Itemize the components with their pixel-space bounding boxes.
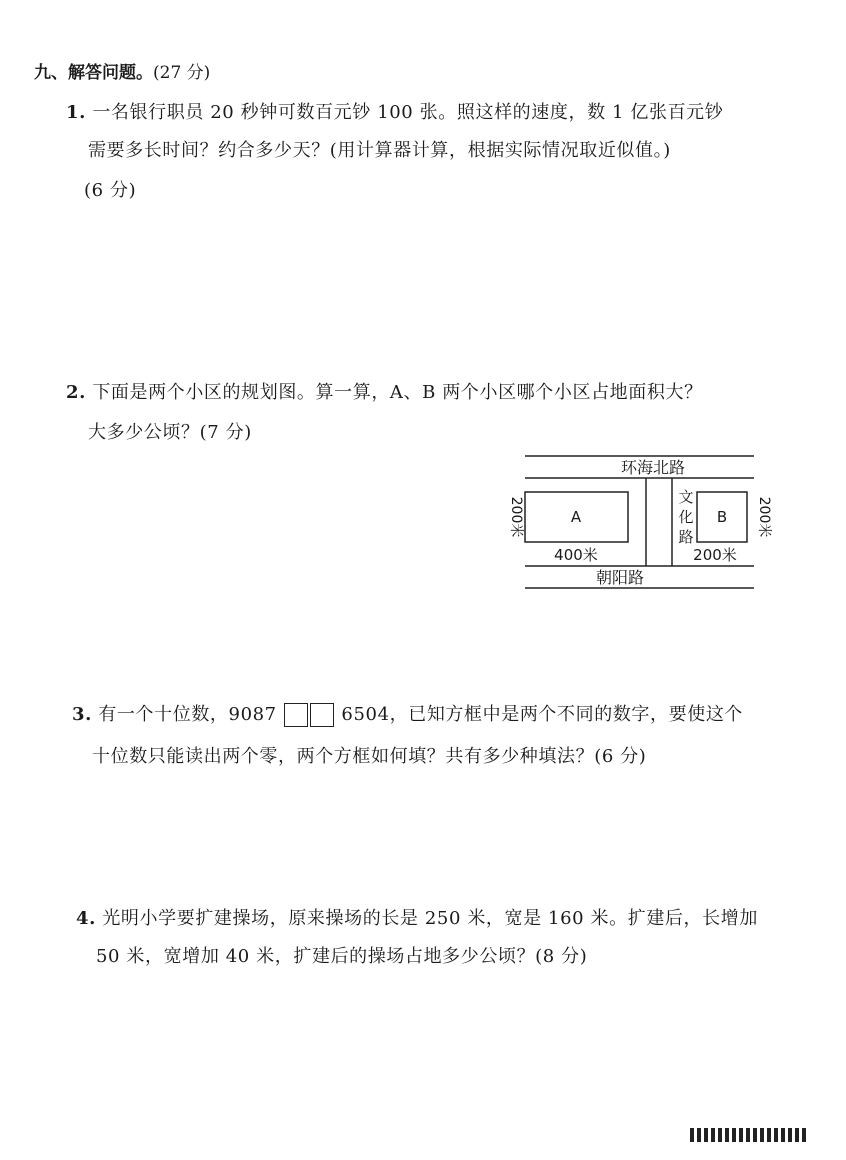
question-4-line-1 bbox=[76, 904, 758, 930]
bar-mark bbox=[795, 1128, 799, 1142]
road-bottom-label: 朝阳路 bbox=[595, 568, 645, 587]
road-middle-char-1: 文 bbox=[678, 488, 694, 506]
bar-mark bbox=[746, 1128, 750, 1142]
section-heading bbox=[34, 58, 210, 83]
question-1-line-3: (6 分) bbox=[84, 180, 137, 201]
question-2-number: 2. bbox=[66, 382, 86, 403]
question-4-number: 4. bbox=[76, 908, 96, 929]
bar-mark bbox=[753, 1128, 757, 1142]
question-3-line-2: 十位数只能读出两个零，两个方框如何填？共有多少种填法？(6 分) bbox=[92, 746, 647, 767]
bar-mark bbox=[725, 1128, 729, 1142]
bar-mark bbox=[781, 1128, 785, 1142]
road-top-label: 环海北路 bbox=[620, 458, 686, 477]
question-3-line-1 bbox=[72, 700, 743, 727]
area-a-width-label: 400米 bbox=[554, 546, 598, 564]
section-points: (27 分) bbox=[153, 63, 211, 83]
question-4-text: 光明小学要扩建操场，原来操场的长是 250 米，宽是 160 米。扩建后，长增加 bbox=[102, 908, 758, 929]
area-b-height-label: 200米 bbox=[756, 496, 772, 538]
bar-mark bbox=[718, 1128, 722, 1142]
digit-box-2 bbox=[310, 703, 334, 727]
bar-mark bbox=[704, 1128, 708, 1142]
bar-mark bbox=[732, 1128, 736, 1142]
question-3-text-post: 6504，已知方框中是两个不同的数字，要使这个 bbox=[341, 704, 744, 725]
footer-bar-marks bbox=[690, 1128, 806, 1142]
road-middle-char-2: 化 bbox=[678, 508, 694, 526]
bar-mark bbox=[711, 1128, 715, 1142]
planning-map bbox=[498, 452, 772, 592]
bar-mark bbox=[802, 1128, 806, 1142]
road-middle-char-3: 路 bbox=[678, 528, 694, 546]
area-b-label: B bbox=[716, 508, 728, 526]
question-2-text: 下面是两个小区的规划图。算一算，A、B 两个小区哪个小区占地面积大？ bbox=[92, 382, 703, 403]
area-b-width-label: 200米 bbox=[693, 546, 737, 564]
question-2-line-1 bbox=[66, 378, 703, 404]
bar-mark bbox=[767, 1128, 771, 1142]
area-a-height-label: 200米 bbox=[508, 496, 524, 538]
question-3-text-pre: 有一个十位数，9087 bbox=[98, 704, 277, 725]
digit-box-1 bbox=[284, 703, 308, 727]
bar-mark bbox=[697, 1128, 701, 1142]
bar-mark bbox=[690, 1128, 694, 1142]
bar-mark bbox=[739, 1128, 743, 1142]
section-title: 九、解答问题。 bbox=[34, 63, 153, 83]
question-4-line-2: 50 米，宽增加 40 米，扩建后的操场占地多少公顷？(8 分) bbox=[96, 946, 588, 967]
question-1-line-1 bbox=[66, 98, 723, 124]
question-2-line-2: 大多少公顷？(7 分) bbox=[88, 422, 252, 443]
question-1-number: 1. bbox=[66, 102, 86, 123]
question-1-text: 一名银行职员 20 秒钟可数百元钞 100 张。照这样的速度，数 1 亿张百元钞 bbox=[92, 102, 724, 123]
bar-mark bbox=[760, 1128, 764, 1142]
bar-mark bbox=[774, 1128, 778, 1142]
question-1-line-2: 需要多长时间？约合多少天？(用计算器计算，根据实际情况取近似值。) bbox=[88, 140, 671, 161]
bar-mark bbox=[788, 1128, 792, 1142]
question-3-number: 3. bbox=[72, 704, 92, 725]
area-a-label: A bbox=[570, 508, 582, 526]
